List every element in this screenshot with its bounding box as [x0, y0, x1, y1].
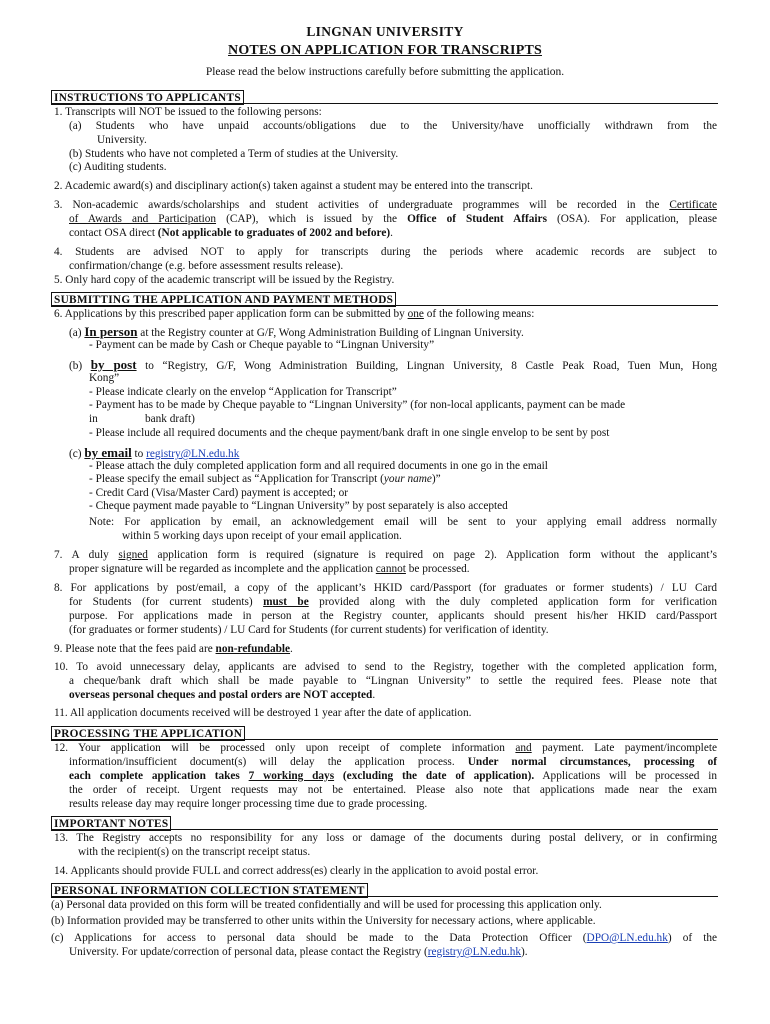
- item-6: 6. Applications by this prescribed paper application form can be submitted by one of the following means:: [54, 308, 535, 320]
- item-10-line2: a cheque/bank draft which shall be made payable to “Lingnan University” to settle the required fees. Please note that: [69, 675, 717, 687]
- item-8-line4: (for graduates or former students) / LU Card for Students (for current students) for verification of identity.: [69, 624, 549, 636]
- item-6b-line4: - Please include all required documents and the cheque payment/bank draft in one single envelop to be sent by post: [89, 427, 610, 439]
- item-6a: (a) In person at the Registry counter at G/F, Wong Administration Building of Lingnan University.: [69, 324, 524, 339]
- item-3-line2: of Awards and Participation (CAP), which is issued by the Office of Student Affairs (OSA). For application, please: [69, 213, 717, 225]
- university-name: LINGNAN UNIVERSITY: [306, 24, 464, 39]
- item-4: 4. Students are advised NOT to apply for transcripts during the periods where academic records are subject to: [54, 246, 717, 258]
- section-header-instructions: INSTRUCTIONS TO APPLICANTS: [51, 90, 244, 105]
- item-14: 14. Applicants should provide FULL and correct address(es) clearly in the application to avoid postal error.: [54, 865, 539, 877]
- item-12-line4: the order of receipt. Urgent requests may not be entertained. Please also note that applications made near the exam: [69, 784, 717, 796]
- item-6c-line4: - Cheque payment made payable to “Lingnan University” by post separately is also accepted: [89, 500, 508, 512]
- item-6b: (b) by post to “Registry, G/F, Wong Administration Building, Lingnan University, 8 Castle Peak Road, Tuen Mun, Hong: [69, 357, 717, 372]
- item-6b-line2: - Payment has to be made by Cheque payable to “Lingnan University” (for non-local applicants, payment can be made: [89, 399, 626, 411]
- item-6c-note: Note: For application by email, an acknowledgement email will be sent to your applying email address normally: [89, 516, 717, 528]
- pics-c-cont: University. For update/correction of personal data, please contact the Registry (registry@LN.edu.hk).: [69, 946, 528, 958]
- item-6b-line3a: in: [89, 413, 98, 425]
- item-1c: (c) Auditing students.: [69, 161, 167, 173]
- item-6b-line3b: bank draft): [145, 413, 195, 425]
- item-1a-cont: University.: [97, 134, 147, 146]
- section-header-personal: PERSONAL INFORMATION COLLECTION STATEMENT: [51, 883, 368, 898]
- item-12-line2: information/insufficient document(s) will delay the application process. Under normal circumstances, processing of: [69, 756, 717, 768]
- item-4-cont: confirmation/change (e.g. before assessment results release).: [69, 260, 344, 272]
- item-7-cont: proper signature will be regarded as incomplete and the application cannot be processed.: [69, 563, 470, 575]
- item-3-line3: contact OSA direct (Not applicable to graduates of 2002 and before).: [69, 227, 393, 239]
- dpo-email-link[interactable]: DPO@LN.edu.hk: [586, 932, 668, 944]
- item-6b-cont: Kong”: [89, 372, 120, 384]
- item-2: 2. Academic award(s) and disciplinary action(s) taken against a student may be entered into the transcript.: [54, 180, 534, 192]
- item-6c-line2: - Please specify the email subject as “Application for Transcript (your name)”: [89, 473, 441, 485]
- page-title: NOTES ON APPLICATION FOR TRANSCRIPTS: [228, 43, 542, 58]
- item-13: 13. The Registry accepts no responsibility for any loss or damage of the documents during postal delivery, or in confirming: [54, 832, 717, 844]
- page-subtitle: Please read the below instructions carefully before submitting the application.: [205, 66, 565, 78]
- item-13-cont: with the recipient(s) on the transcript receipt status.: [78, 846, 311, 858]
- pics-a: (a) Personal data provided on this form will be treated confidentially and will be used for processing this application only.: [51, 899, 602, 911]
- item-6b-line1: - Please indicate clearly on the envelop “Application for Transcript”: [89, 386, 397, 398]
- item-6c-note-cont: within 5 working days upon receipt of your email application.: [122, 530, 402, 542]
- item-5: 5. Only hard copy of the academic transcript will be issued by the Registry.: [54, 274, 395, 286]
- item-7: 7. A duly signed application form is required (signature is required on page 2). Application form without the applicant’s: [54, 549, 717, 561]
- item-1b: (b) Students who have not completed a Term of studies at the University.: [69, 148, 399, 160]
- item-6c: (c) by email to registry@LN.edu.hk: [69, 445, 240, 460]
- item-12-line3: each complete application takes 7 working days (excluding the date of application). Applications will be processed in: [69, 770, 717, 782]
- pics-c: (c) Applications for access to personal data should be made to the Data Protection Officer (DPO@LN.edu.hk) of the: [51, 932, 717, 944]
- section-header-processing: PROCESSING THE APPLICATION: [51, 726, 245, 741]
- item-11: 11. All application documents received will be destroyed 1 year after the date of application.: [54, 707, 472, 719]
- item-6c-line1: - Please attach the duly completed application form and all required documents in one go in the email: [89, 460, 548, 472]
- item-6a-payment: - Payment can be made by Cash or Cheque payable to “Lingnan University”: [89, 339, 435, 351]
- registry-email-link[interactable]: registry@LN.edu.hk: [146, 448, 240, 460]
- item-8-line3: purpose. For applications made in person at the Registry counter, applicants should present his/her HKID card/Passport: [69, 610, 717, 622]
- item-3-line1: 3. Non-academic awards/scholarships and student activities of undergraduate programmes will be recorded in the Certificate: [54, 199, 717, 211]
- item-8: 8. For applications by post/email, a copy of the applicant’s HKID card/Passport (for graduates or former students) / LU Card: [54, 582, 717, 594]
- section-header-submitting: SUBMITTING THE APPLICATION AND PAYMENT METHODS: [51, 292, 396, 307]
- registry-email-link-2[interactable]: registry@LN.edu.hk: [427, 946, 521, 958]
- item-12: 12. Your application will be processed only upon receipt of complete information and payment. Late payment/incomplete: [54, 742, 717, 754]
- item-1a: (a) Students who have unpaid accounts/obligations due to the University/have unofficially withdrawn from the: [69, 120, 717, 132]
- item-1: 1. Transcripts will NOT be issued to the following persons:: [54, 106, 322, 118]
- item-10-line3: overseas personal cheques and postal orders are NOT accepted.: [69, 689, 376, 701]
- pics-b: (b) Information provided may be transferred to other units within the University for necessary actions, where applicable.: [51, 915, 596, 927]
- item-6c-line3: - Credit Card (Visa/Master Card) payment is accepted; or: [89, 487, 349, 499]
- item-12-line5: results release day may require longer processing time due to grade processing.: [69, 798, 428, 810]
- item-10: 10. To avoid unnecessary delay, applicants are advised to send to the Registry, together with the completed application form,: [54, 661, 717, 673]
- item-9: 9. Please note that the fees paid are non-refundable.: [54, 643, 293, 655]
- section-header-important: IMPORTANT NOTES: [51, 816, 171, 831]
- item-8-line2: for Students (for current students) must be provided along with the duly completed application form for verification: [69, 596, 717, 608]
